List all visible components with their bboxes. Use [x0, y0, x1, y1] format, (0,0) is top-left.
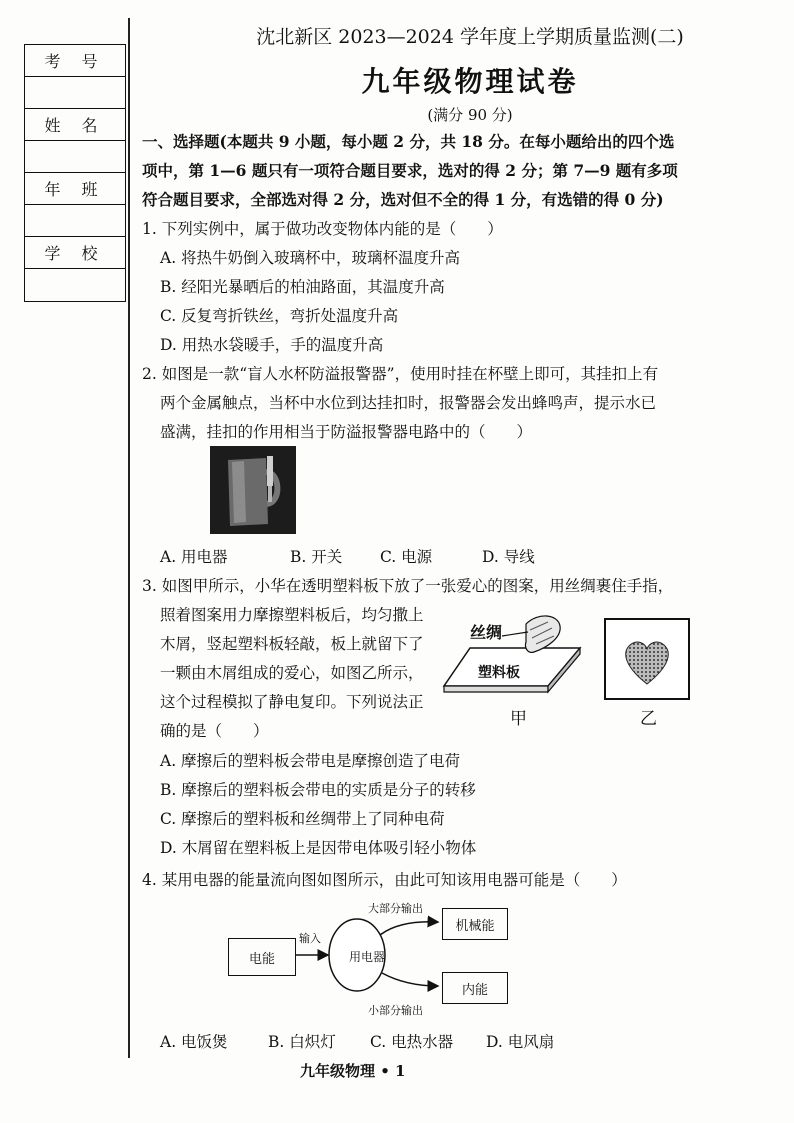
q4-stem: 4. 某用电器的能量流向图如图所示，由此可知该用电器可能是（ ） [142, 871, 627, 889]
student-info-table [24, 44, 126, 302]
info-label-exam-number: 考 号 [25, 45, 125, 77]
figure-jia-board [440, 608, 590, 698]
info-label-school: 学 校 [25, 237, 125, 269]
q1-option-b: B. 经阳光暴晒后的柏油路面，其温度升高 [160, 278, 445, 296]
q2-option-b: B. 开关 [290, 548, 343, 566]
q3-stem-line2: 照着图案用力摩擦塑料板后，均匀撒上 [160, 606, 424, 624]
section-instructions-line2: 项中，第 1—6 题只有一项符合题目要求，选对的得 2 分；第 7—9 题有多项 [142, 161, 678, 180]
section-instructions-line3: 符合题目要求，全部选对得 2 分，选对但不全的得 1 分，有选错的得 0 分) [142, 190, 664, 209]
info-label-name: 姓 名 [25, 109, 125, 141]
q2-stem-line2: 两个金属触点，当杯中水位到达挂扣时，报警器会发出蜂鸣声，提示水已 [160, 394, 657, 412]
q4-option-c: C. 电热水器 [370, 1033, 454, 1051]
figure-yi-heart-board [604, 618, 690, 700]
q3-stem-line3: 木屑，竖起塑料板轻敲，板上就留下了 [160, 635, 424, 653]
label-major-output: 大部分输出 [368, 902, 423, 915]
circle-appliance: 用电器 [348, 950, 385, 964]
q1-stem: 1. 下列实例中，属于做功改变物体内能的是（ ） [142, 220, 503, 238]
box-electric-energy: 电能 [228, 938, 296, 976]
box-internal-energy: 内能 [442, 972, 508, 1004]
q2-option-d: D. 导线 [482, 548, 535, 566]
exam-header: 沈北新区 2023—2024 学年度上学期质量监测(二) [256, 26, 684, 48]
q1-option-a: A. 将热牛奶倒入玻璃杯中，玻璃杯温度升高 [160, 249, 461, 267]
binding-line [128, 18, 130, 1058]
q3-stem-line4: 一颗由木屑组成的爱心，如图乙所示， [160, 664, 424, 682]
page-footer: 九年级物理 • 1 [300, 1062, 406, 1080]
info-label-class: 年 班 [25, 173, 125, 205]
q4-option-d: D. 电风扇 [486, 1033, 555, 1051]
q2-stem-line3: 盛满，挂扣的作用相当于防溢报警器电路中的（ ） [160, 423, 533, 441]
q2-stem-line1: 2. 如图是一款“盲人水杯防溢报警器”，使用时挂在杯壁上即可，其挂扣上有 [142, 365, 659, 383]
q4-option-b: B. 白炽灯 [268, 1033, 336, 1051]
q1-option-c: C. 反复弯折铁丝，弯折处温度升高 [160, 307, 399, 325]
cup-alarm-photo [210, 446, 296, 534]
label-plastic-board: 塑料板 [478, 665, 520, 681]
info-field-school[interactable] [25, 269, 125, 301]
info-field-class[interactable] [25, 205, 125, 237]
q2-option-a: A. 用电器 [160, 548, 228, 566]
q3-option-a: A. 摩擦后的塑料板会带电是摩擦创造了电荷 [160, 752, 461, 770]
q3-option-c: C. 摩擦后的塑料板和丝绸带上了同种电荷 [160, 810, 445, 828]
q3-stem-line1: 3. 如图甲所示，小华在透明塑料板下放了一张爱心的图案，用丝绸裹住手指， [142, 577, 674, 595]
label-figure-yi: 乙 [640, 709, 657, 729]
q1-option-d: D. 用热水袋暖手，手的温度升高 [160, 336, 384, 354]
q3-option-b: B. 摩擦后的塑料板会带电的实质是分子的转移 [160, 781, 476, 799]
info-field-exam-number[interactable] [25, 77, 125, 109]
score-note: (满分 90 分) [427, 106, 513, 124]
label-input: 输入 [299, 932, 321, 945]
q3-stem-line6: 确的是（ ） [160, 722, 269, 740]
label-minor-output: 小部分输出 [368, 1004, 423, 1017]
box-mechanical-energy: 机械能 [442, 908, 508, 940]
section-instructions-line1: 一、选择题(本题共 9 小题，每小题 2 分，共 18 分。在每小题给出的四个选 [142, 132, 675, 151]
info-field-name[interactable] [25, 141, 125, 173]
q3-option-d: D. 木屑留在塑料板上是因带电体吸引轻小物体 [160, 839, 477, 857]
q4-option-a: A. 电饭煲 [160, 1033, 228, 1051]
q3-stem-line5: 这个过程模拟了静电复印。下列说法正 [160, 693, 424, 711]
q2-option-c: C. 电源 [380, 548, 433, 566]
label-figure-jia: 甲 [510, 709, 527, 729]
label-silk: 丝绸 [470, 623, 503, 642]
paper-title: 九年级物理试卷 [361, 65, 579, 98]
